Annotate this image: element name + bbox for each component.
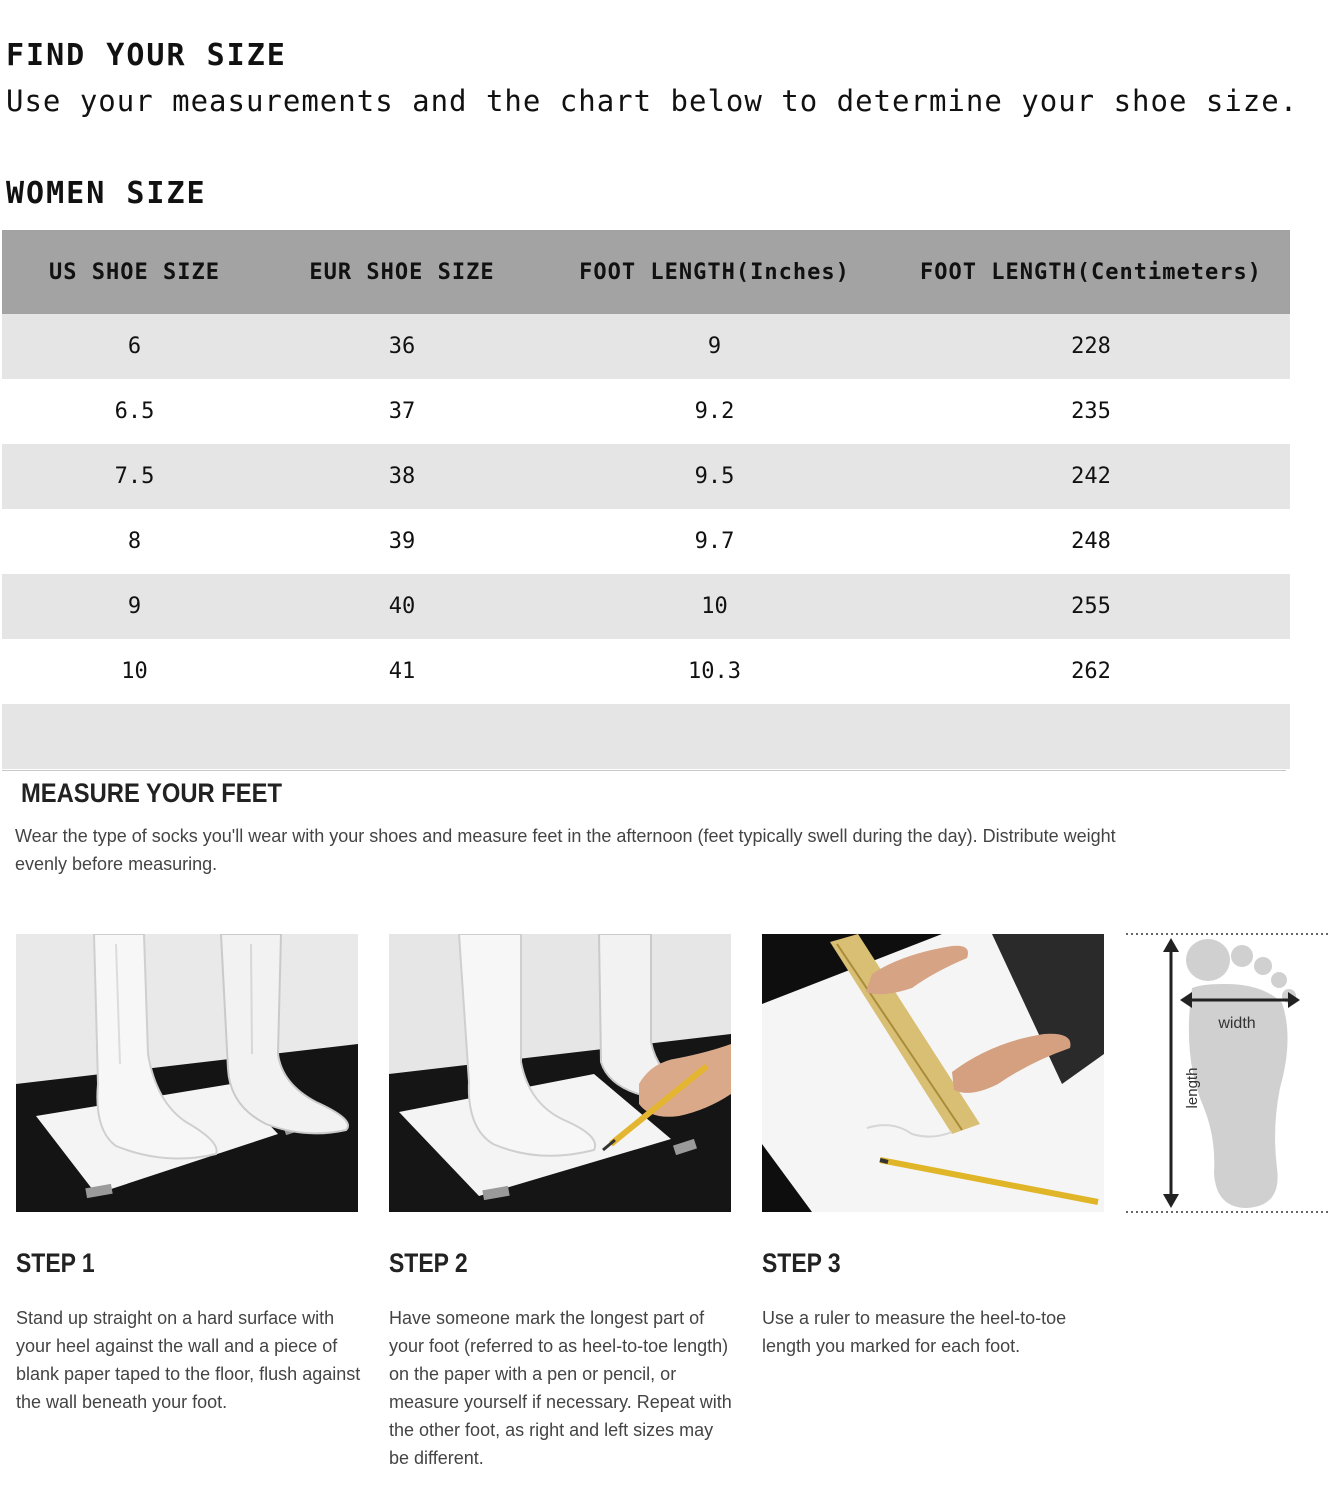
- cell-foot-inches: 9: [707, 334, 722, 359]
- cell-eur-size: 38: [388, 464, 416, 489]
- cell-us-size: 9: [127, 594, 142, 619]
- page-subtitle: Use your measurements and the chart below to determine your shoe size.: [6, 84, 1299, 118]
- table-header-row: [2, 230, 1290, 314]
- table-row-empty: [2, 704, 1290, 769]
- table-row: [2, 444, 1290, 509]
- page-title: FIND YOUR SIZE: [6, 38, 287, 73]
- step3-text: Use a ruler to measure the heel-to-toe length you marked for each foot.: [762, 1308, 1067, 1356]
- length-arrow-icon: [1163, 938, 1179, 1208]
- table-row: [2, 574, 1290, 639]
- step1-text: Stand up straight on a hard surface with your heel against the wall and a piece of blank paper taped to the floor, flush against the wall beneath your foot.: [16, 1308, 361, 1412]
- cell-foot-cm: 235: [1071, 399, 1111, 424]
- cell-foot-cm: 242: [1071, 464, 1111, 489]
- foot-diagram: [1122, 928, 1332, 1218]
- table-row: [2, 379, 1290, 444]
- cell-foot-inches: 9.2: [694, 399, 735, 424]
- cell-eur-size: 36: [388, 334, 416, 359]
- step1-title: STEP 1: [16, 1248, 95, 1278]
- size-chart-table: [2, 230, 1290, 769]
- step1-photo: [16, 934, 358, 1212]
- step2-title: STEP 2: [389, 1248, 468, 1278]
- column-header-us-size: US SHOE SIZE: [49, 259, 220, 285]
- width-label: width: [1218, 1015, 1256, 1032]
- cell-eur-size: 40: [388, 594, 416, 619]
- cell-eur-size: 37: [388, 399, 416, 424]
- column-header-foot-length-cm: FOOT LENGTH(Centimeters): [920, 259, 1262, 285]
- table-divider: [2, 770, 1286, 771]
- cell-foot-cm: 228: [1071, 334, 1111, 359]
- cell-foot-inches: 10.3: [688, 659, 741, 684]
- cell-eur-size: 39: [388, 529, 416, 554]
- cell-us-size: 8: [127, 529, 142, 554]
- step2-text: Have someone mark the longest part of your foot (referred to as heel-to-toe length) on the paper with a pen or pencil, or measure yourself if necessary. Repeat with the other foot, as right and left sizes may be different.: [389, 1308, 732, 1468]
- cell-foot-inches: 9.5: [694, 464, 735, 489]
- step2-photo: [389, 934, 731, 1212]
- measure-instructions: Wear the type of socks you'll wear with your shoes and measure feet in the afternoon (feet typically swell during the day). Distribute weight evenly before measuring.: [15, 826, 1116, 874]
- cell-foot-cm: 248: [1071, 529, 1111, 554]
- cell-us-size: 6.5: [114, 399, 155, 424]
- table-row: [2, 314, 1290, 379]
- table-row: [2, 639, 1290, 704]
- cell-us-size: 10: [121, 659, 148, 684]
- length-label: length: [1184, 1067, 1201, 1109]
- foot-silhouette-icon: [1186, 939, 1296, 1208]
- cell-foot-inches: 9.7: [694, 529, 735, 554]
- measure-section-title: MEASURE YOUR FEET: [21, 778, 282, 808]
- step3-title: STEP 3: [762, 1248, 841, 1278]
- step3-photo: [762, 934, 1104, 1212]
- section-title-women-size: WOMEN SIZE: [6, 176, 207, 211]
- cell-us-size: 7.5: [114, 464, 155, 489]
- cell-foot-cm: 262: [1071, 659, 1111, 684]
- column-header-eur-size: EUR SHOE SIZE: [309, 259, 495, 285]
- column-header-foot-length-inches: FOOT LENGTH(Inches): [579, 259, 850, 285]
- cell-foot-inches: 10: [701, 594, 728, 619]
- table-row: [2, 509, 1290, 574]
- cell-eur-size: 41: [388, 659, 416, 684]
- cell-foot-cm: 255: [1071, 594, 1111, 619]
- cell-us-size: 6: [127, 334, 142, 359]
